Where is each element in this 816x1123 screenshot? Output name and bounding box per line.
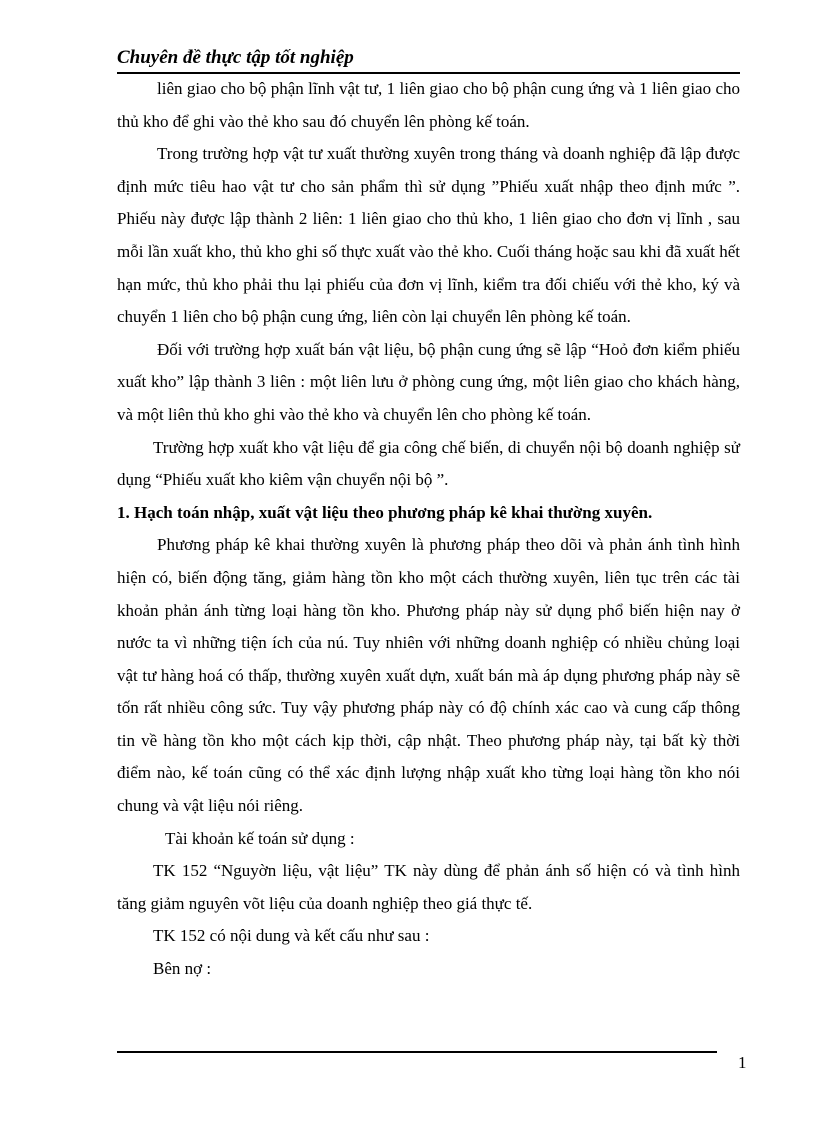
page-header bbox=[117, 46, 740, 74]
paragraph-xuat-gia-cong: Trường hợp xuất kho vật liệu để gia công chế biến, di chuyển nội bộ doanh nghiệp sử dụng “Phiếu xuất kho kiêm vận chuyển nội bộ ”. bbox=[117, 437, 740, 490]
paragraph-ke-khai-thuong-xuyen: Phương pháp kê khai thường xuyên là phương pháp theo dõi và phản ánh tình hình hiện có, biến động tăng, giảm hàng tồn kho một cách thường xuyên, liên tục trên các tài khoản phản ánh từng loại hàng tồn kho. Phương pháp này sử dụng phổ biến hiện nay ở nước ta vì những tiện ích của nú. Tuy nhiên với những doanh nghiệp có nhiều chủng loại vật tư hàng hoá có thấp, thường xuyên xuất dựn, xuất bán mà áp dụng phương pháp này sẽ tốn rất nhiều công sức. Tuy vậy phương pháp này có độ chính xác cao và cung cấp thông tin về hàng tồn kho một cách kịp thời, cập nhật. Theo phương pháp này, tại bất kỳ thời điểm nào, kế toán cũng có thể xác định lượng nhập xuất kho từng loại hàng tồn kho nói chung và vật liệu nói riêng. bbox=[117, 535, 740, 816]
paragraph-continuation: liên giao cho bộ phận lĩnh vật tư, 1 liên giao cho bộ phận cung ứng và 1 liên giao cho thủ kho để ghi vào thẻ kho sau đó chuyển lên phòng kế toán. bbox=[117, 79, 740, 131]
paragraph-phieu-xuat-dinh-muc: Trong trường hợp vật tư xuất thường xuyên trong tháng và doanh nghiệp đã lập được định mức tiêu hao vật tư cho sản phẩm thì sử dụng ”Phiếu xuất nhập theo định mức ”. Phiếu này được lập thành 2 liên: 1 liên giao cho thủ kho, 1 liên giao cho đơn vị lĩnh , sau mỗi lần xuất kho, thủ kho ghi số thực xuất vào thẻ kho. Cuối tháng hoặc sau khi đã xuất hết hạn mức, thủ kho phải thu lại phiếu của đơn vị lĩnh, kiểm tra đối chiếu với thẻ kho, ký và chuyển 1 liên cho bộ phận cung ứng, liên còn lại chuyển lên phòng kế toán. bbox=[117, 144, 740, 327]
footer-divider bbox=[117, 1051, 717, 1053]
document-body bbox=[117, 73, 740, 986]
page-number: 1 bbox=[738, 1053, 747, 1072]
header-title: Chuyên đề thực tập tốt nghiệp bbox=[117, 47, 354, 68]
paragraph-ben-no: Bên nợ : bbox=[153, 959, 212, 979]
paragraph-tai-khoan: Tài khoản kế toán sử dụng : bbox=[165, 828, 355, 848]
section-heading: 1. Hạch toán nhập, xuất vật liệu theo phương pháp kê khai thường xuyên. bbox=[117, 502, 653, 522]
paragraph-tk152: TK 152 “Nguyờn liệu, vật liệu” TK này dùng để phản ánh số hiện có và tình hình tăng giảm nguyên võt liệu của doanh nghiệp theo giá thực tế. bbox=[117, 861, 740, 913]
paragraph-tk152-ket-cau: TK 152 có nội dung và kết cấu như sau : bbox=[153, 926, 430, 946]
paragraph-xuat-ban: Đối với trường hợp xuất bán vật liệu, bộ phận cung ứng sẽ lập “Hoỏ đơn kiểm phiếu xuất kho” lập thành 3 liên : một liên lưu ở phòng cung ứng, một liên giao cho khách hàng, và một liên thủ kho ghi vào thẻ kho và chuyển lên cho phòng kế toán. bbox=[117, 339, 740, 424]
